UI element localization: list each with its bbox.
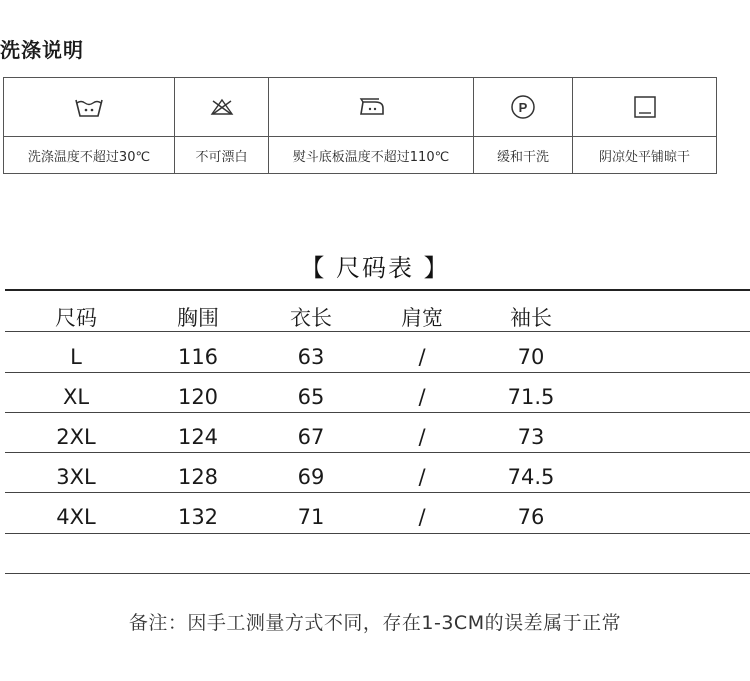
cell-size: 4XL bbox=[56, 505, 96, 529]
cell-shoulder: / bbox=[418, 425, 426, 449]
cell-sleeve: 73 bbox=[517, 425, 545, 449]
care-label-iron: 熨斗底板温度不超过110℃ bbox=[292, 149, 450, 165]
table-row bbox=[0, 337, 750, 377]
line-dry-in-shade-icon bbox=[573, 78, 716, 137]
care-label-wash: 洗涤温度不超过30℃ bbox=[27, 149, 151, 165]
wash-30-icon bbox=[4, 78, 174, 137]
row-divider bbox=[5, 492, 750, 493]
measurement-note: 备注：因手工测量方式不同，存在1-3CM的误差属于正常 bbox=[128, 612, 622, 634]
cell-length: 65 bbox=[297, 385, 325, 409]
table-row bbox=[0, 377, 750, 417]
row-divider bbox=[5, 452, 750, 453]
cell-chest: 132 bbox=[177, 505, 219, 529]
table-row bbox=[0, 497, 750, 537]
row-divider bbox=[5, 412, 750, 413]
professional-dry-clean-p-icon bbox=[474, 78, 572, 137]
size-chart-header-row bbox=[0, 298, 750, 338]
row-divider bbox=[5, 331, 750, 332]
size-chart-bottom-rule bbox=[5, 573, 750, 574]
header-size: 尺码 bbox=[55, 306, 97, 330]
cell-size: XL bbox=[62, 385, 90, 409]
cell-chest: 116 bbox=[177, 345, 219, 369]
header-shoulder: 肩宽 bbox=[401, 306, 443, 330]
cell-chest: 120 bbox=[177, 385, 219, 409]
size-chart-top-rule bbox=[5, 289, 750, 291]
cell-shoulder: / bbox=[418, 345, 426, 369]
no-bleach-icon bbox=[175, 78, 268, 137]
cell-shoulder: / bbox=[418, 465, 426, 489]
svg-text:P: P bbox=[518, 100, 528, 115]
cell-size: 3XL bbox=[56, 465, 96, 489]
care-label-dry: 阴凉处平铺晾干 bbox=[598, 149, 690, 165]
care-label-bleach: 不可漂白 bbox=[195, 149, 248, 165]
care-item-dry bbox=[573, 78, 716, 173]
header-sleeve: 袖长 bbox=[510, 306, 552, 330]
care-item-wash bbox=[4, 78, 175, 173]
iron-icon bbox=[269, 78, 473, 137]
table-row bbox=[0, 417, 750, 457]
cell-sleeve: 71.5 bbox=[507, 385, 555, 409]
header-chest: 胸围 bbox=[177, 306, 219, 330]
cell-chest: 128 bbox=[177, 465, 219, 489]
table-row bbox=[0, 457, 750, 497]
care-item-iron bbox=[269, 78, 474, 173]
care-instructions-table bbox=[3, 77, 717, 174]
cell-size: 2XL bbox=[56, 425, 96, 449]
care-instructions-title: 洗涤说明 bbox=[0, 38, 84, 62]
cell-sleeve: 70 bbox=[517, 345, 545, 369]
header-length: 衣长 bbox=[290, 306, 332, 330]
row-divider bbox=[5, 533, 750, 534]
cell-length: 63 bbox=[297, 345, 325, 369]
cell-shoulder: / bbox=[418, 385, 426, 409]
row-divider bbox=[5, 372, 750, 373]
cell-shoulder: / bbox=[418, 505, 426, 529]
cell-length: 69 bbox=[297, 465, 325, 489]
cell-size: L bbox=[70, 345, 82, 369]
cell-chest: 124 bbox=[177, 425, 219, 449]
cell-sleeve: 76 bbox=[517, 505, 545, 529]
cell-length: 71 bbox=[297, 505, 325, 529]
care-item-dry-clean bbox=[474, 78, 573, 173]
size-chart-title: 【 尺码表 】 bbox=[300, 254, 450, 282]
care-item-bleach bbox=[175, 78, 269, 173]
cell-sleeve: 74.5 bbox=[507, 465, 555, 489]
cell-length: 67 bbox=[297, 425, 325, 449]
care-label-dry-clean: 缓和干洗 bbox=[496, 149, 549, 165]
